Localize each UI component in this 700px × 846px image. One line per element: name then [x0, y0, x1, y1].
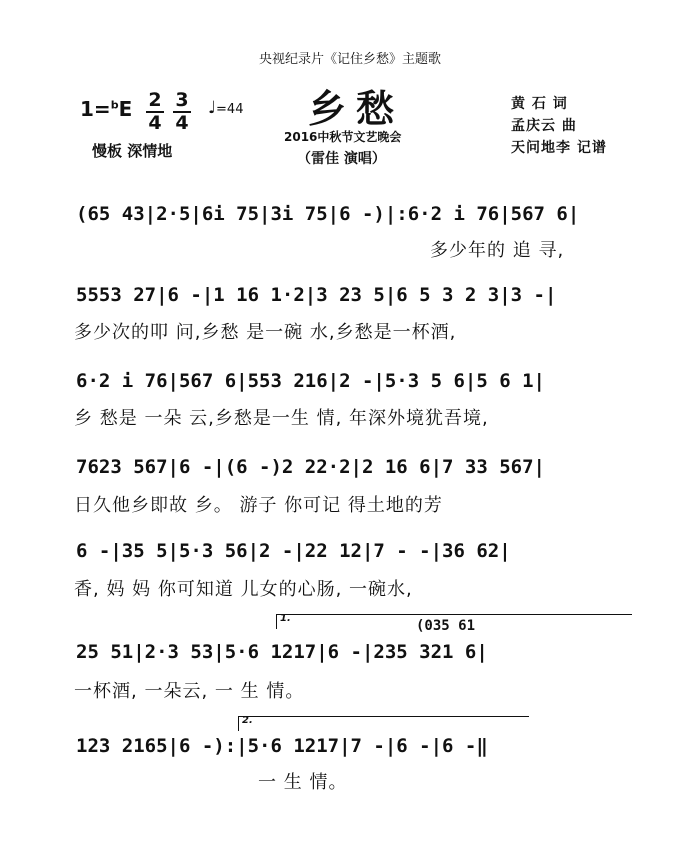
singer-credit: （雷佳 演唱）	[297, 151, 386, 167]
key-signature	[80, 97, 132, 121]
score-notes: (65 43|2·5|6i 75|3i 75|6 -)|:6·2 i 76|567 6|	[76, 203, 580, 225]
time-sig-den: 4	[146, 111, 164, 134]
score-notes: 6 -|35 5|5·3 56|2 -|22 12|7 - -|36 62|	[76, 540, 511, 562]
volta-label: 2.	[242, 715, 253, 726]
tempo-value: =44	[216, 102, 244, 117]
expression-marking: 慢板 深情地	[92, 142, 173, 160]
score-lyrics: 多少次的叩 问,乡愁 是一碗 水,乡愁是一杯酒,	[74, 322, 457, 343]
page-subtitle: 央视纪录片《记住乡愁》主题歌	[258, 52, 441, 67]
score-lyrics: 一 生 情。	[258, 772, 348, 793]
song-title: 乡愁	[308, 87, 405, 131]
score-lyrics: 香, 妈 妈 你可知道 儿女的心肠, 一碗水,	[74, 579, 413, 600]
key-note: E	[118, 97, 133, 121]
second-ending-volta	[238, 716, 529, 731]
score-notes: 5553 27|6 -|1 16 1·2|3 23 5|6 5 3 2 3|3 -|	[76, 284, 557, 306]
score-lyrics: 日久他乡即故 乡。 游子 你可记 得土地的芳	[74, 495, 443, 516]
quarter-note-icon: ♩	[208, 98, 217, 118]
time-signature-1	[146, 90, 164, 134]
score-notes: 123 2165|6 -):|5·6 1217|7 -|6 -|6 -‖	[76, 735, 488, 757]
key-flat: b	[110, 98, 119, 112]
composer-credit: 孟庆云 曲	[511, 118, 577, 134]
event-name: 2016中秋节文艺晚会	[284, 130, 402, 144]
time-sig-num: 2	[148, 89, 162, 111]
time-sig-num: 3	[175, 89, 189, 111]
tempo-marking	[208, 98, 243, 118]
coda-notes: (035 61	[416, 618, 476, 634]
lyricist-credit: 黄 石 词	[511, 96, 568, 112]
score-lyrics: 一杯酒, 一朵云, 一 生 情。	[74, 681, 305, 702]
score-lyrics: 乡 愁是 一朵 云,乡愁是一生 情, 年深外境犹吾境,	[74, 408, 489, 429]
score-notes: 7623 567|6 -|(6 -)2 22·2|2 16 6|7 33 567|	[76, 456, 545, 478]
score-notes: 6·2 i 76|567 6|553 216|2 -|5·3 5 6|5 6 1|	[76, 370, 545, 392]
transcriber-credit: 天问地李 记谱	[511, 140, 607, 156]
time-signature-2	[173, 90, 191, 134]
time-sig-den: 4	[173, 111, 191, 134]
score-lyrics: 多少年的 追 寻,	[430, 240, 565, 261]
score-notes: 25 51|2·3 53|5·6 1217|6 -|235 321 6|	[76, 641, 488, 663]
volta-label: 1.	[280, 613, 291, 624]
key-label: 1=	[80, 97, 111, 121]
